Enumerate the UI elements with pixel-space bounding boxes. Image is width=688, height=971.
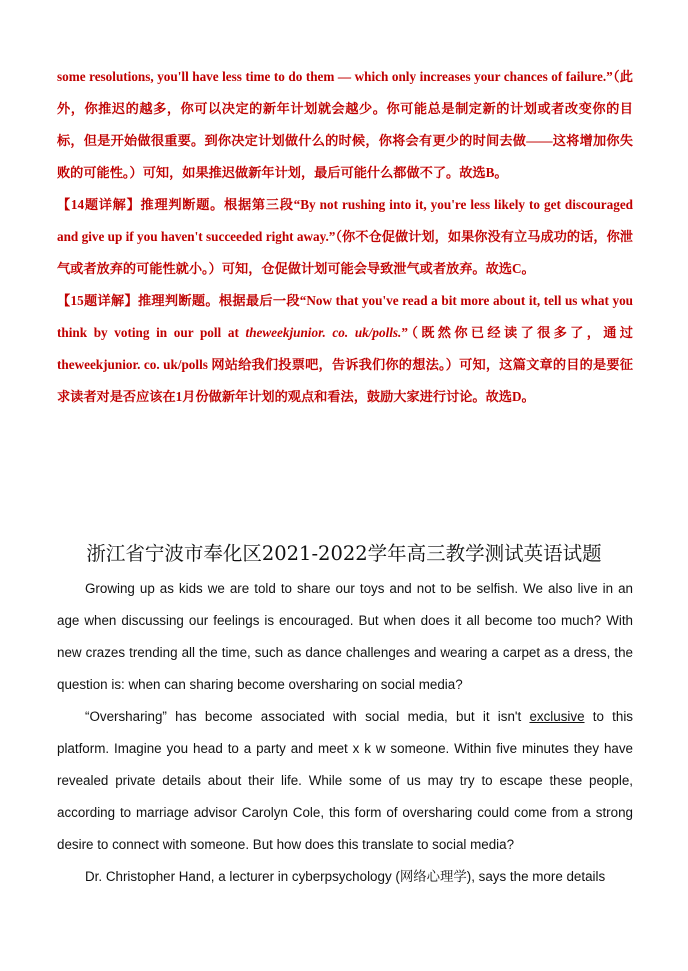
explanation-14-label: 【14题详解】 (57, 197, 141, 212)
underlined-word: exclusive (529, 709, 585, 724)
reading-passage (57, 573, 633, 893)
explanation-15-text-before: 推理判断题。根据最后一段“Now that you've read a bit more about it, tell us what you think by voting in our poll at (57, 293, 633, 340)
passage-paragraph-1: Growing up as kids we are told to share our toys and not to be selfish. We also live in an age when discussing our feelings is encouraged. But when does it all become too much? With new crazes trending all the time, such as dance challenges and wearing a carpet as a dress, the question is: when can sharing become oversharing on social media? (57, 581, 633, 692)
explanation-14-text: 推理判断题。根据第三段“By not rushing into it, you're less likely to get discouraged and give up if you haven't succeeded right away.”（你不仓促做计划，如果你没有立马成功的话，你泄气或者放弃的可能性就小。）可知，仓促做计划可能会导致泄气或者放弃。故选C。 (57, 197, 634, 276)
answer-explanations (57, 61, 633, 413)
explanation-15 (57, 285, 633, 413)
explanation-15-text-after: ”（既然你已经读了很多了，通过 theweekjunior. co. uk/polls 网站给我们投票吧，告诉我们你的想法。）可知，这篇文章的目的是要征求读者对是否应该在1月份做新年计划的观点和看法，鼓励大家进行讨论。故选D。 (57, 325, 633, 404)
explanation-13-text: some resolutions, you'll have less time to do them — which only increases your chances of failure.”（此外，你推迟的越多，你可以决定的新年计划就会越少。你可能总是制定新的计划或者改变你的目标，但是开始做很重要。到你决定计划做什么的时候，你将会有更少的时间去做——这将增加你失败的可能性。）可知，如果推迟做新年计划，最后可能什么都做不了。故选B。 (57, 69, 633, 180)
explanation-14 (57, 189, 633, 285)
passage-paragraph-2 (57, 701, 633, 861)
passage-paragraph-3: Dr. Christopher Hand, a lecturer in cyberpsychology (网络心理学), says the more details (85, 869, 606, 884)
p2-after: to this platform. Imagine you head to a party and meet x k w someone. Within five minutes they have revealed private details about their life. While some of us may try to escape these people, according to marriage advisor Carolyn Cole, this form of oversharing could come from a strong desire to connect with someone. But how does this translate to social media? (57, 709, 633, 852)
exam-title: 浙江省宁波市奉化区2021-2022学年高三教学测试英语试题 (86, 542, 602, 565)
explanation-15-label: 【15题详解】 (57, 293, 138, 308)
poll-url: theweekjunior. co. uk/polls. (245, 325, 402, 340)
p2-before: “Oversharing” has become associated with social media, but it isn't (85, 709, 530, 724)
